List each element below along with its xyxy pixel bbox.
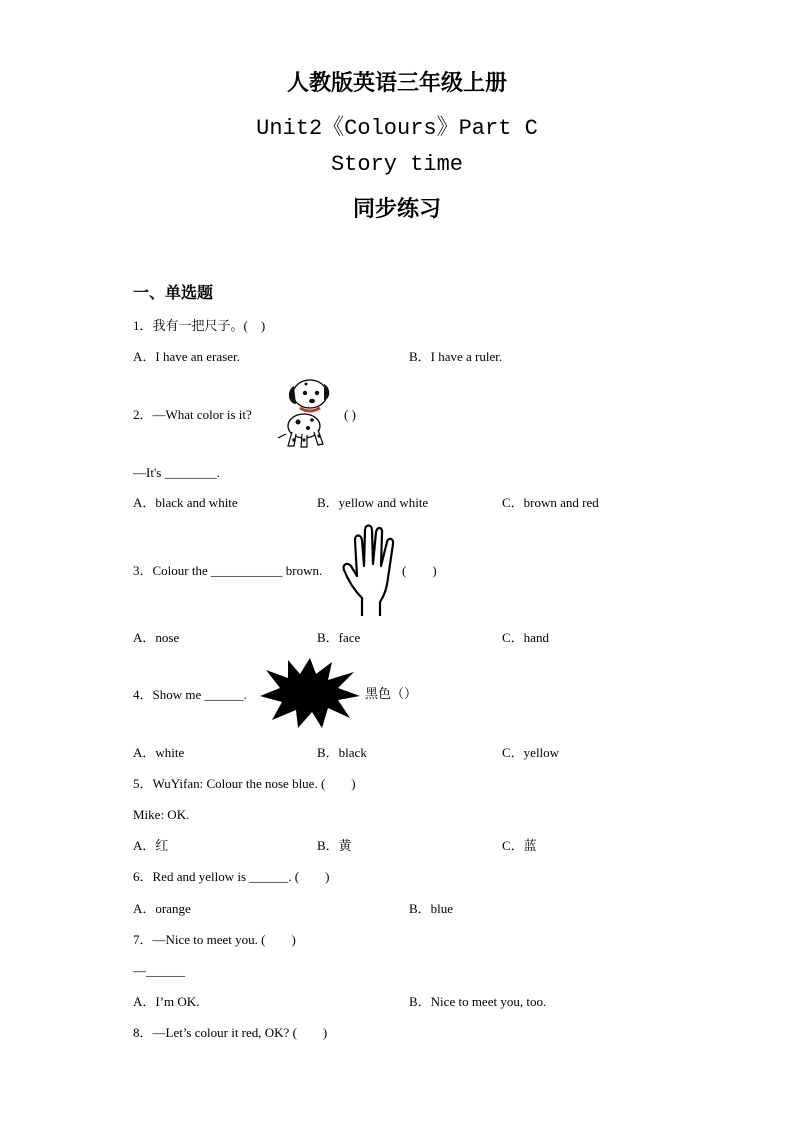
question-4-option-a: A．white bbox=[133, 745, 185, 760]
question-5-stem: 5．WuYifan: Colour the nose blue. ( ) bbox=[133, 776, 356, 791]
question-2-paren: ( ) bbox=[344, 407, 356, 422]
question-1-option-a: A．I have an eraser. bbox=[133, 349, 240, 364]
question-4-stem: 4．Show me ______. bbox=[133, 687, 247, 702]
question-5-option-c: C．蓝 bbox=[502, 838, 537, 853]
question-4-option-b: B．black bbox=[317, 745, 367, 760]
dalmatian-dog-image bbox=[268, 374, 338, 450]
title-line-2: Unit2《Colours》Part C bbox=[256, 116, 538, 141]
question-7-reply-line: —______ bbox=[133, 963, 185, 978]
question-6-option-a: A．orange bbox=[133, 901, 191, 916]
question-6-option-b: B．blue bbox=[409, 901, 454, 916]
question-7-stem: 7．—Nice to meet you. ( ) bbox=[133, 932, 296, 947]
question-3-option-c: C．hand bbox=[502, 630, 549, 645]
question-1-option-b: B．I have a ruler. bbox=[409, 349, 503, 364]
question-5-option-b: B．黄 bbox=[317, 838, 352, 853]
question-3-paren: ( ) bbox=[402, 563, 437, 578]
question-2-option-a: A．black and white bbox=[133, 495, 238, 510]
question-5-option-a: A．红 bbox=[133, 838, 169, 853]
question-4-after-image: 黑色（） bbox=[365, 687, 418, 702]
question-7-option-a: A．I’m OK. bbox=[133, 994, 200, 1009]
question-5-reply-line: Mike: OK. bbox=[133, 807, 190, 822]
question-3-option-a: A．nose bbox=[133, 630, 180, 645]
title-line-1: 人教版英语三年级上册 bbox=[286, 70, 507, 96]
title-line-3: Story time bbox=[330, 152, 464, 177]
question-4-option-c: C．yellow bbox=[502, 745, 560, 760]
question-3-option-b: B．face bbox=[317, 630, 361, 645]
question-7-option-b: B．Nice to meet you, too. bbox=[409, 994, 547, 1009]
hand-outline-image bbox=[340, 522, 400, 618]
question-2-answer-line: —It's ________. bbox=[133, 465, 220, 480]
question-8-stem: 8．—Let’s colour it red, OK? ( ) bbox=[133, 1025, 328, 1040]
question-2-option-c: C．brown and red bbox=[502, 495, 599, 510]
question-3-stem: 3．Colour the ___________ brown. bbox=[133, 563, 323, 578]
title-line-4: 同步练习 bbox=[352, 196, 441, 222]
question-2-stem-text: 2．—What color is it? bbox=[133, 407, 252, 422]
section-heading: 一、单选题 bbox=[133, 283, 214, 302]
question-1-stem: 1．我有一把尺子。( ) bbox=[133, 318, 266, 333]
black-splat-image bbox=[258, 656, 362, 730]
question-6-stem: 6．Red and yellow is ______. ( ) bbox=[133, 869, 330, 884]
question-2-option-b: B．yellow and white bbox=[317, 495, 429, 510]
